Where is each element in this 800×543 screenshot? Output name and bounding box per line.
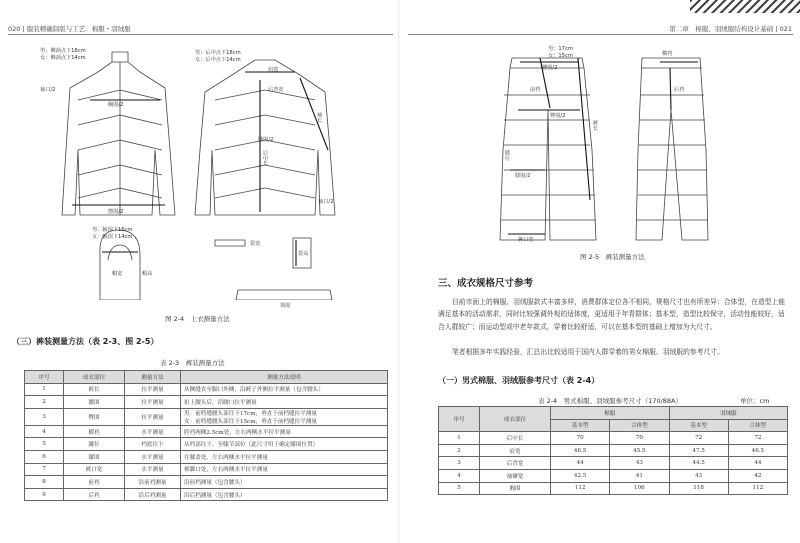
table-row: [439, 469, 788, 482]
label-pocket-height: 袋高: [298, 251, 309, 257]
right-table-caption: 表 2-4 男式棉服、羽绒服参考尺寸（170/88A）: [538, 397, 682, 405]
table-row: [439, 457, 788, 470]
table-cell: 水平测量: [125, 450, 181, 463]
table-cell: 44: [551, 457, 610, 470]
table-cell: 42.5: [551, 469, 610, 482]
table-cell: 腰围: [64, 396, 125, 409]
col-header: 序号: [25, 371, 64, 384]
table-body: [439, 432, 788, 495]
table-cell: 臀围: [64, 408, 125, 425]
label-armhole: 袖口/2: [318, 199, 334, 205]
table-cell: 裤长: [64, 383, 125, 396]
label-back-width: 后背宽: [268, 87, 284, 93]
table-cell: 9: [25, 488, 64, 501]
table-cell: 档底往下: [125, 438, 181, 451]
table-cell: 7: [25, 463, 64, 476]
label-waist: 腰围/2: [258, 137, 274, 143]
table-header-row: [25, 371, 388, 384]
table-row: [25, 396, 388, 409]
table-cell: 沿前裆测量: [125, 476, 181, 489]
table-cell: 沿前档测量（包含腰头）: [181, 476, 388, 489]
right-running-header: 第二章 棉服、羽绒服结构设计基础 | 021: [669, 25, 792, 33]
col-header: 基本型: [669, 419, 728, 432]
table-cell: 后裆: [64, 488, 125, 501]
table-cell: 43: [610, 457, 669, 470]
table-cell: 8: [25, 476, 64, 489]
table-row: [25, 438, 388, 451]
label-chest: 胸围/2: [108, 102, 124, 108]
col-header: 成衣部位: [480, 407, 551, 432]
table-row: [25, 425, 388, 438]
label-back-length: 后中长: [262, 150, 268, 166]
table-cell: 扣上腰头后，沿腰口拉平测量: [181, 396, 388, 409]
label-hem-note: 男：腋围下16cm 女：腋围下14cm: [92, 227, 133, 240]
table-cell: 44.5: [669, 457, 728, 470]
label-shoulder: 肩宽: [268, 67, 279, 73]
table-cell: 从档部往下，至膝节部位（此尺寸用于确定膝围位置）: [181, 438, 388, 451]
table-cell: 前裆: [64, 476, 125, 489]
table-cell: 裤口宽: [64, 463, 125, 476]
subsection-title: （一）男式棉服、羽绒服参考尺寸（表 2-4）: [438, 376, 600, 385]
jacket-diagrams-svg: [0, 0, 400, 300]
label-hem: 裤口宽: [518, 237, 534, 243]
label-hood-width: 帽宽: [112, 271, 123, 277]
table-cell: 拉平测量: [125, 396, 181, 409]
table-row: [25, 476, 388, 489]
table-cell: 42: [728, 469, 787, 482]
left-table-caption: 表 2-3 裤装测量方法: [160, 359, 225, 367]
table-cell: 5: [439, 482, 480, 495]
table-cell: 112: [728, 482, 787, 495]
table-cell: 46.5: [728, 444, 787, 457]
col-header: 序号: [439, 407, 480, 432]
table-row: [439, 444, 788, 457]
table-cell: 拉平测量: [125, 408, 181, 425]
right-section-title: 三、成衣规格尺寸参考: [438, 278, 534, 289]
col-header: 羽绒服: [669, 407, 788, 420]
table-cell: 41: [610, 469, 669, 482]
table-cell: 4: [25, 425, 64, 438]
table-cell: 在膝盖处，左右两侧水平拉平测量: [181, 450, 388, 463]
table-row: [439, 432, 788, 445]
size-reference-table: [438, 406, 788, 495]
table-cell: 46.5: [551, 444, 610, 457]
right-figure-caption: 图 2-5 裤装测量方法: [580, 253, 645, 261]
table-cell: 横裆: [64, 425, 125, 438]
table-cell: 70: [610, 432, 669, 445]
label-sleeve-length: 袖长: [316, 112, 322, 123]
table-cell: 后中长: [480, 432, 551, 445]
table-cell: 裤脚口处，左右两侧水平拉平测量: [181, 463, 388, 476]
col-header: 棉服: [551, 407, 670, 420]
col-header: 成衣部位: [64, 371, 125, 384]
right-page: [400, 0, 800, 543]
table-cell: 1: [439, 432, 480, 445]
table-cell: 2: [439, 444, 480, 457]
table-cell: 膝围: [64, 450, 125, 463]
table-cell: 72: [669, 432, 728, 445]
label-back-neck: 男：后中点下18cm 女：后中点下14cm: [195, 50, 241, 63]
left-section-title: （三）裤装测量方法（表 2-3、图 2-5）: [12, 337, 159, 346]
col-header: 合体型: [728, 419, 787, 432]
left-running-header: 020 | 服装精确制版与工艺：棉服・羽绒服: [8, 25, 131, 33]
paragraph-1: 目前市面上的棉服、羽绒服款式丰富多样，消费群体定位各不相同，规格尺寸也有所差异：合体型，在造型上能满足基本的活动需求，同时比较强调外观的适体度，更适用于年青群体；基本型，造型比较保守，活动性能较好，适合人群较广；而运动型或中老年款式，穿着比较舒适，可以在基本型的基础上增加为大尺寸。: [438, 298, 786, 331]
table-row: [439, 482, 788, 495]
table-cell: 1: [25, 383, 64, 396]
table-cell: 118: [669, 482, 728, 495]
table-cell: 胸围: [480, 482, 551, 495]
table-row: [25, 450, 388, 463]
trouser-diagrams-svg: [400, 0, 800, 260]
label-crotch: 横裆: [662, 51, 673, 57]
table-cell: 5: [25, 438, 64, 451]
table-cell: 男：前档缝腰头部往下17cm，垂直于前档缝拉平测量 女：前档缝腰头部往下15cm，垂直于前档缝拉平测量: [181, 408, 388, 425]
trouser-measurement-table: [24, 370, 388, 501]
label-neck-width: 男：侧颈点下18cm 女：侧颈点下14cm: [40, 48, 86, 61]
label-knee: 膝围/2: [515, 173, 531, 179]
table-cell: 膝位: [64, 438, 125, 451]
table-cell: 袖窿宽: [480, 469, 551, 482]
table-cell: 106: [610, 482, 669, 495]
label-hip: 臀围/2: [550, 113, 566, 119]
table-cell: 水平测量: [125, 425, 181, 438]
table-cell: 肩宽: [480, 444, 551, 457]
label-waist: 腰围/2: [542, 65, 558, 71]
table-cell: 70: [551, 432, 610, 445]
label-hood-height: 帽高: [142, 271, 153, 277]
table-cell: 沿后档测量（包含腰头）: [181, 488, 388, 501]
table-header-row: [439, 407, 788, 420]
label-collar: 领围: [280, 303, 291, 309]
table-cell: 44: [728, 457, 787, 470]
table-row: [25, 383, 388, 396]
col-header: 测量方法: [125, 371, 181, 384]
table-cell: 72: [728, 432, 787, 445]
table-cell: 45.5: [610, 444, 669, 457]
label-length: 裤长: [592, 120, 598, 131]
label-front-rise: 男：17cm 女：15cm: [548, 46, 573, 59]
table-cell: 3: [439, 457, 480, 470]
label-knee-position: 膝位: [504, 150, 510, 161]
paragraph-2: 笔者根据多年实践经验，汇总出比较适用于国内人群穿着的男女棉服、羽绒服的参考尺寸。: [452, 348, 724, 356]
label-front-crotch: 前裆: [530, 87, 541, 93]
table-cell: 拉平测量: [125, 383, 181, 396]
table-cell: 6: [25, 450, 64, 463]
table-body: [25, 383, 388, 501]
col-header: 测量方法说明: [181, 371, 388, 384]
table-cell: 3: [25, 408, 64, 425]
table-row: [25, 463, 388, 476]
table-cell: 112: [551, 482, 610, 495]
col-header: 合体型: [610, 419, 669, 432]
table-cell: 沿后裆测量: [125, 488, 181, 501]
left-figure-caption: 图 2-4 上衣测量方法: [165, 315, 230, 323]
table-row: [25, 488, 388, 501]
col-header: 基本型: [551, 419, 610, 432]
table-cell: 后背宽: [480, 457, 551, 470]
table-cell: 胯裆两侧2.5cm处，左右两侧水平拉平测量: [181, 425, 388, 438]
table-cell: 水平测量: [125, 463, 181, 476]
table-cell: 43: [669, 469, 728, 482]
label-back-crotch: 后裆: [674, 87, 685, 93]
label-sleeve-hem: 袖口/2: [40, 87, 56, 93]
table-unit: 单位：cm: [740, 397, 770, 405]
label-hem: 摆围/2: [108, 209, 124, 215]
table-cell: 47.5: [669, 444, 728, 457]
table-cell: 4: [439, 469, 480, 482]
table-cell: 2: [25, 396, 64, 409]
table-row: [25, 408, 388, 425]
table-cell: 从侧缝直至脚口外侧，沿裤子外侧拉平测量（包含腰头）: [181, 383, 388, 396]
label-pocket-width: 袋宽: [250, 241, 261, 247]
